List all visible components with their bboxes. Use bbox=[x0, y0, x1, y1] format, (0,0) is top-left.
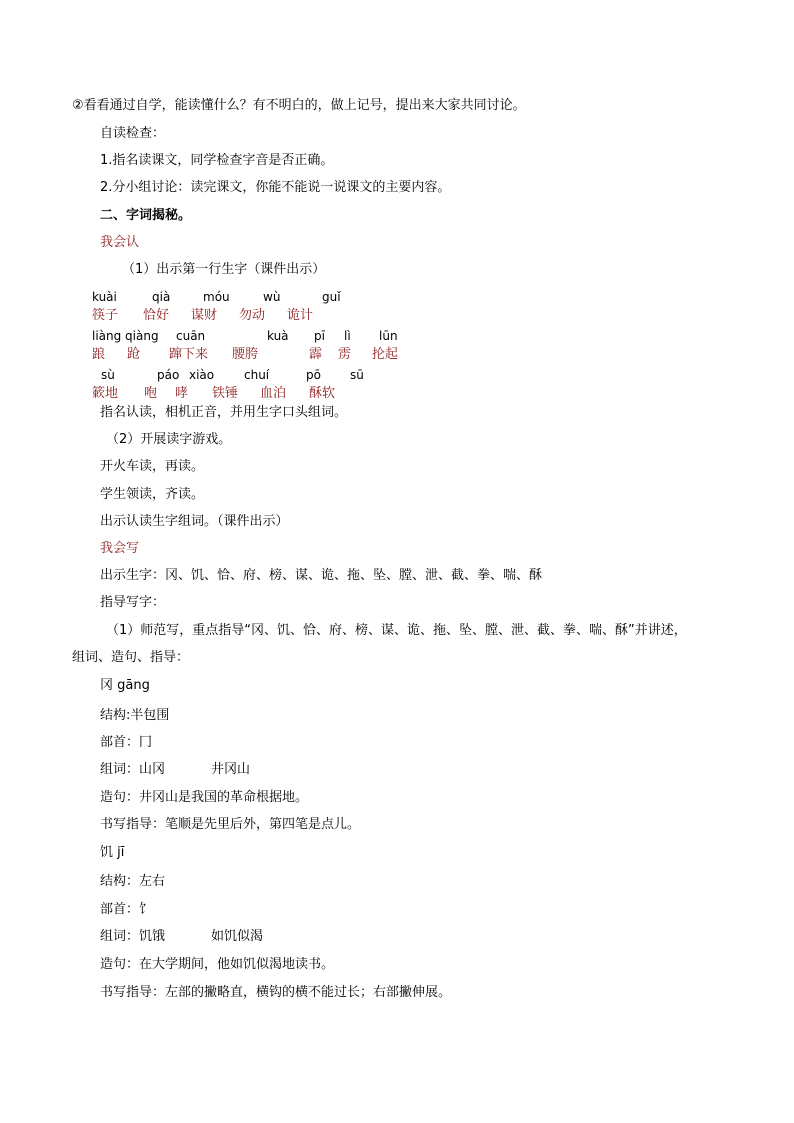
pinyin: pī bbox=[314, 329, 325, 343]
i-can-read-heading: 我会认 bbox=[100, 235, 140, 250]
step-2: （2）开展读字游戏。 bbox=[106, 432, 232, 447]
pinyin: qià bbox=[152, 290, 171, 304]
pinyin: móu bbox=[203, 290, 230, 304]
char1-head: 冈 gāng bbox=[100, 678, 150, 693]
char1-sentence: 造句：井冈山是我国的革命根据地。 bbox=[100, 790, 309, 805]
word: 酥软 bbox=[309, 386, 336, 401]
char1-words: 组词：山冈 bbox=[100, 762, 166, 777]
section-2-title: 二、字词揭秘。 bbox=[100, 208, 192, 223]
word: 蹿下来 bbox=[169, 347, 209, 362]
word: 谋财 bbox=[191, 308, 218, 323]
pinyin: lì bbox=[344, 329, 351, 343]
char1-structure: 结构:半包围 bbox=[100, 708, 170, 723]
show-chars: 出示生字：冈、饥、恰、府、榜、谋、诡、拖、坠、膛、泄、截、拳、喘、酥 bbox=[100, 568, 543, 583]
word: 雳 bbox=[338, 347, 352, 362]
pinyin: wù bbox=[263, 290, 281, 304]
char2-words-extra: 如饥似渴 bbox=[211, 929, 264, 944]
guide-title: 指导写字： bbox=[100, 595, 166, 610]
char2-head: 饥 jī bbox=[100, 845, 125, 860]
pinyin: liàng qiàng bbox=[92, 329, 159, 343]
word: 簌地 bbox=[92, 386, 119, 401]
step-1: （1）出示第一行生字（课件出示） bbox=[122, 262, 326, 277]
word: 咆 bbox=[144, 386, 158, 401]
word: 血泊 bbox=[260, 386, 287, 401]
char1-radical: 部首：冂 bbox=[100, 735, 153, 750]
word: 腰胯 bbox=[232, 347, 259, 362]
pinyin: lūn bbox=[379, 329, 398, 343]
word: 跄 bbox=[127, 347, 141, 362]
pinyin: kuài bbox=[92, 290, 117, 304]
after-read: 指名认读，相机正音，并用生字口头组词。 bbox=[100, 405, 348, 420]
pinyin: cuān bbox=[176, 329, 206, 343]
char1-writing: 书写指导：笔顺是先里后外，第四笔是点儿。 bbox=[100, 817, 361, 832]
word: 铁锤 bbox=[212, 386, 239, 401]
pinyin: chuí bbox=[244, 368, 270, 382]
pinyin: sù bbox=[101, 368, 115, 382]
guide-1-line-b: 组词、造句、指导： bbox=[72, 650, 190, 665]
pinyin: sū bbox=[350, 368, 364, 382]
lead-read: 学生领读，齐读。 bbox=[100, 487, 205, 502]
i-can-write-heading: 我会写 bbox=[100, 541, 140, 556]
check-item-2: 2.分小组讨论：读完课文，你能不能说一说课文的主要内容。 bbox=[100, 180, 451, 195]
pinyin: xiào bbox=[189, 368, 215, 382]
word: 勿动 bbox=[239, 308, 266, 323]
word: 霹 bbox=[309, 347, 323, 362]
self-check-title: 自读检查： bbox=[100, 126, 166, 141]
train-read: 开火车读，再读。 bbox=[100, 459, 205, 474]
char2-writing: 书写指导：左部的撇略直，横钩的横不能过长；右部撇伸展。 bbox=[100, 985, 452, 1000]
intro-line: ②看看通过自学，能读懂什么？有不明白的，做上记号，提出来大家共同讨论。 bbox=[72, 98, 526, 113]
word: 筷子 bbox=[92, 308, 119, 323]
word: 抡起 bbox=[372, 347, 399, 362]
word: 踉 bbox=[92, 347, 106, 362]
char2-sentence: 造句：在大学期间，他如饥似渴地读书。 bbox=[100, 957, 335, 972]
char2-radical: 部首：饣 bbox=[100, 902, 153, 917]
char2-words: 组词：饥饿 bbox=[100, 929, 166, 944]
word: 哮 bbox=[175, 386, 189, 401]
guide-1-line-a: （1）师范写，重点指导“冈、饥、恰、府、榜、谋、诡、拖、坠、膛、泄、截、拳、喘、酥”并讲述， bbox=[106, 623, 687, 638]
show-words: 出示认读生字组词。（课件出示） bbox=[100, 514, 289, 529]
pinyin: kuà bbox=[267, 329, 289, 343]
check-item-1: 1.指名读课文，同学检查字音是否正确。 bbox=[100, 153, 334, 168]
char1-words-extra: 井冈山 bbox=[211, 762, 251, 777]
word: 恰好 bbox=[143, 308, 170, 323]
pinyin: páo bbox=[157, 368, 180, 382]
pinyin: pō bbox=[306, 368, 321, 382]
pinyin: guǐ bbox=[322, 290, 341, 304]
char2-structure: 结构：左右 bbox=[100, 874, 166, 889]
word: 诡计 bbox=[287, 308, 314, 323]
